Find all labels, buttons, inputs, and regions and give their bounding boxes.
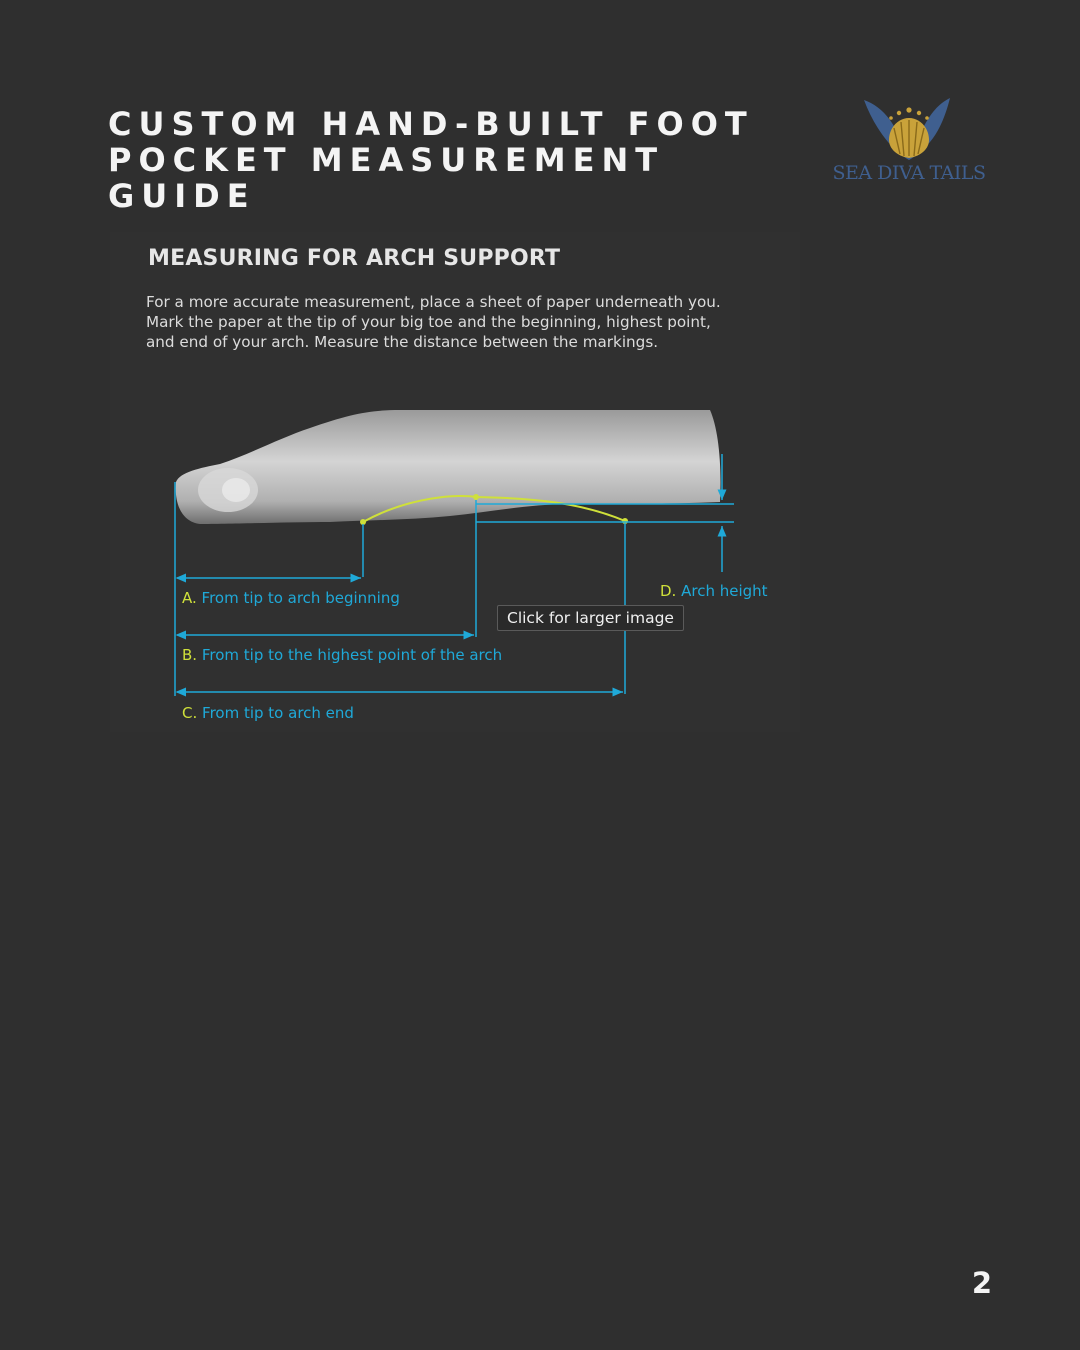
instruction-line-2: Mark the paper at the tip of your big toe and the beginning, highest point, [146, 313, 711, 331]
instruction-line-3: and end of your arch. Measure the distance between the markings. [146, 333, 659, 351]
foot-silhouette [176, 410, 721, 524]
arch-support-figure[interactable] [110, 232, 800, 732]
label-a: A. From tip to arch beginning [182, 589, 400, 607]
instruction-line-1: For a more accurate measurement, place a sheet of paper underneath you. [146, 293, 721, 311]
arch-highest-marker [473, 494, 479, 500]
figure-heading: MEASURING FOR ARCH SUPPORT [148, 246, 561, 271]
larger-image-tooltip: Click for larger image [497, 605, 684, 631]
mermaid-tail-shell-icon [826, 96, 992, 166]
brand-logo [826, 96, 992, 192]
page-number: 2 [971, 1266, 993, 1300]
label-c: C. From tip to arch end [182, 704, 354, 722]
label-b: B. From tip to the highest point of the arch [182, 646, 503, 664]
title-line-1: CUSTOM HAND-BUILT FOOT [108, 105, 754, 143]
logo-wordmark: SEA DIVA TAILS [832, 162, 986, 184]
page-title [108, 106, 808, 214]
title-line-2: POCKET MEASUREMENT GUIDE [108, 141, 665, 215]
label-d: D. Arch height [660, 582, 768, 600]
